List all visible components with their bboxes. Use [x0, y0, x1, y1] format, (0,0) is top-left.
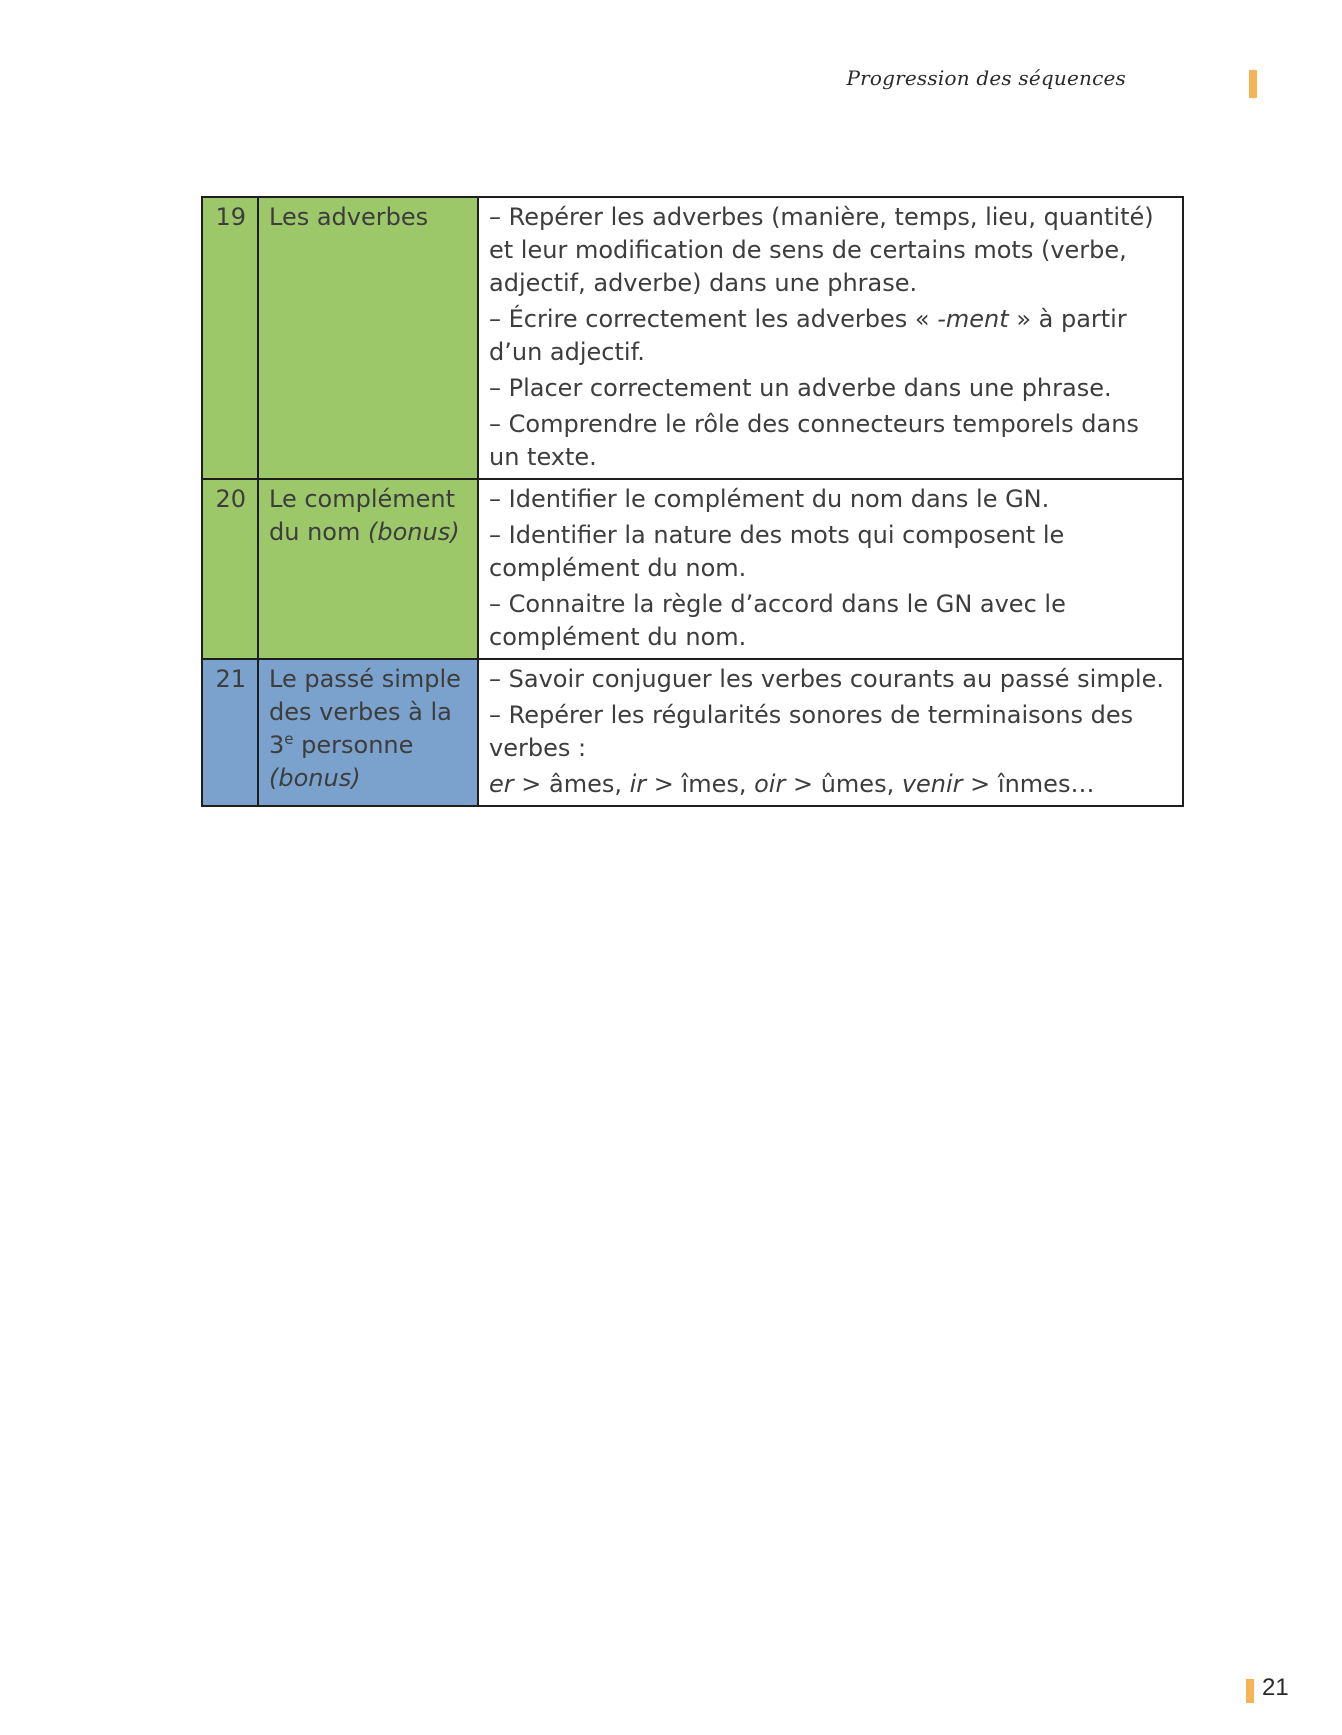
objective-item: – Repérer les régularités sonores de terminaisons des verbes : — [489, 701, 1134, 762]
objective-item: – Comprendre le rôle des connecteurs temporels dans un texte. — [489, 410, 1139, 471]
bonus-tag: (bonus) — [269, 764, 361, 792]
sequence-objectives — [478, 659, 1183, 806]
objective-item: er > âmes, ir > îmes, oir > ûmes, venir > înmes… — [489, 770, 1095, 798]
objective-item: – Écrire correctement les adverbes « -ment » à partir d’un adjectif. — [489, 305, 1127, 366]
footer-accent-tab — [1246, 1679, 1254, 1703]
running-header-title: Progression des séquences — [846, 66, 1126, 90]
sequence-title: Le passé simple des verbes à la 3e personne (bonus) — [258, 659, 478, 806]
table-row — [202, 659, 1183, 806]
sequence-number: 20 — [202, 479, 258, 659]
objective-item: – Identifier le complément du nom dans le GN. — [489, 485, 1050, 513]
sequence-objectives — [478, 197, 1183, 479]
sequence-title: Le complément du nom (bonus) — [258, 479, 478, 659]
sequence-title: Les adverbes — [258, 197, 478, 479]
objective-item: – Repérer les adverbes (manière, temps, lieu, quantité) et leur modification de sens de certains mots (verbe, adjectif, adverbe) dans une phrase. — [489, 203, 1154, 297]
sequence-objectives — [478, 479, 1183, 659]
sequence-number: 19 — [202, 197, 258, 479]
objective-item: – Savoir conjuguer les verbes courants au passé simple. — [489, 665, 1164, 693]
page-number: 21 — [1262, 1674, 1289, 1701]
objective-item: – Connaitre la règle d’accord dans le GN avec le complément du nom. — [489, 590, 1066, 651]
header-accent-tab — [1249, 70, 1257, 98]
bonus-tag: (bonus) — [368, 518, 460, 546]
objective-item: – Placer correctement un adverbe dans une phrase. — [489, 374, 1112, 402]
table-row — [202, 479, 1183, 659]
progression-table — [201, 196, 1184, 807]
sequence-number: 21 — [202, 659, 258, 806]
objective-item: – Identifier la nature des mots qui composent le complément du nom. — [489, 521, 1065, 582]
table-row — [202, 197, 1183, 479]
